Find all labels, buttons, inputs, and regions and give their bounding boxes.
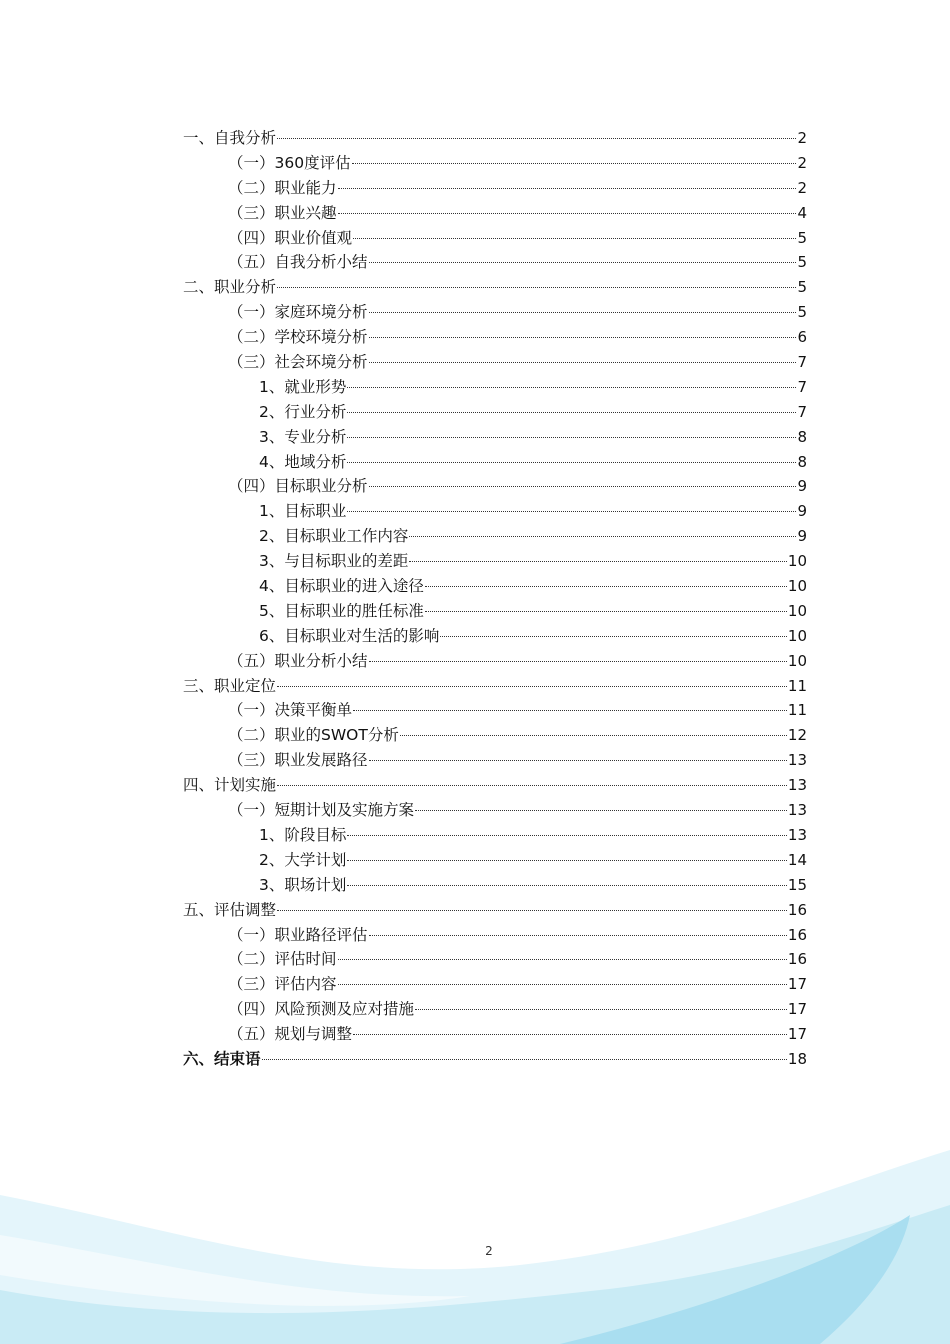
toc-entry-title: 2、大学计划 <box>259 850 347 869</box>
toc-entry-title: 三、职业定位 <box>183 676 277 695</box>
toc-entry-page: 14 <box>787 850 807 869</box>
toc-entry[interactable] <box>183 997 807 1022</box>
toc-entry-title: （二）评估时间 <box>228 950 337 969</box>
toc-entry-page: 5 <box>797 228 807 247</box>
toc-entry-title: （三）职业发展路径 <box>228 751 368 770</box>
toc-entry-title: 3、专业分析 <box>259 427 347 446</box>
toc-entry[interactable] <box>183 1022 807 1047</box>
toc-entry-title: 3、与目标职业的差距 <box>259 552 409 571</box>
toc-entry-title: 一、自我分析 <box>183 129 277 147</box>
toc-entry-page: 8 <box>797 452 807 471</box>
toc-dot-leader <box>400 734 787 736</box>
toc-entry-page: 10 <box>787 626 807 645</box>
toc-entry-page: 11 <box>787 701 807 720</box>
toc-entry-page: 5 <box>797 253 807 272</box>
toc-dot-leader <box>415 809 787 811</box>
toc-entry-title: 2、目标职业工作内容 <box>259 527 409 546</box>
toc-entry[interactable] <box>183 151 807 176</box>
toc-entry-page: 2 <box>797 178 807 197</box>
toc-entry-page: 10 <box>787 552 807 571</box>
toc-entry[interactable] <box>183 450 807 475</box>
toc-entry[interactable] <box>183 300 807 325</box>
toc-dot-leader <box>353 709 787 711</box>
toc-entry[interactable] <box>183 375 807 400</box>
toc-entry-page: 6 <box>797 328 807 347</box>
toc-dot-leader <box>369 759 787 761</box>
toc-entry-page: 9 <box>797 477 807 496</box>
toc-dot-leader <box>277 784 787 786</box>
toc-entry-page: 13 <box>787 801 807 820</box>
toc-entry[interactable] <box>183 823 807 848</box>
toc-entry-page: 10 <box>787 577 807 596</box>
toc-dot-leader <box>369 311 797 313</box>
toc-dot-leader <box>369 485 797 487</box>
toc-dot-leader <box>369 361 797 363</box>
toc-entry[interactable] <box>183 549 807 574</box>
toc-entry-title: （一）决策平衡单 <box>228 701 353 720</box>
toc-entry[interactable] <box>183 201 807 226</box>
toc-dot-leader <box>338 958 787 960</box>
toc-entry[interactable] <box>183 798 807 823</box>
toc-dot-leader <box>338 187 797 189</box>
toc-entry-page: 10 <box>787 601 807 620</box>
toc-entry[interactable] <box>183 947 807 972</box>
toc-entry[interactable] <box>183 499 807 524</box>
table-of-contents <box>183 126 807 1072</box>
toc-entry-title: （五）职业分析小结 <box>228 651 368 670</box>
toc-entry-title: （三）职业兴趣 <box>228 203 337 222</box>
toc-dot-leader <box>369 660 787 662</box>
toc-entry-page: 17 <box>787 975 807 994</box>
toc-entry-title: 6、目标职业对生活的影响 <box>259 626 440 645</box>
toc-entry[interactable] <box>183 176 807 201</box>
toc-entry-title: 1、就业形势 <box>259 377 347 396</box>
toc-entry-page: 7 <box>797 353 807 372</box>
toc-dot-leader <box>347 859 787 861</box>
toc-entry-title: （二）学校环境分析 <box>228 328 368 347</box>
toc-dot-leader <box>369 261 797 263</box>
toc-entry-page: 10 <box>787 651 807 670</box>
toc-entry-title: 4、目标职业的进入途径 <box>259 577 424 596</box>
toc-dot-leader <box>425 585 787 587</box>
toc-entry-title: 二、职业分析 <box>183 278 277 297</box>
toc-entry-page: 5 <box>797 303 807 322</box>
toc-entry[interactable] <box>183 923 807 948</box>
toc-entry[interactable] <box>183 972 807 997</box>
toc-entry-page: 17 <box>787 1000 807 1019</box>
toc-dot-leader <box>353 237 796 239</box>
toc-entry[interactable] <box>183 250 807 275</box>
toc-dot-leader <box>409 560 787 562</box>
toc-entry-page: 2 <box>797 129 807 147</box>
toc-dot-leader <box>440 635 787 637</box>
toc-dot-leader <box>338 983 787 985</box>
toc-entry-page: 9 <box>797 502 807 521</box>
toc-entry-page: 15 <box>787 875 807 894</box>
toc-dot-leader <box>347 411 796 413</box>
toc-entry-page: 2 <box>797 153 807 172</box>
toc-entry-title: 5、目标职业的胜任标准 <box>259 601 424 620</box>
toc-entry[interactable] <box>183 848 807 873</box>
toc-entry[interactable] <box>183 524 807 549</box>
toc-entry-page: 4 <box>797 203 807 222</box>
toc-dot-leader <box>277 137 796 139</box>
toc-entry[interactable] <box>183 226 807 251</box>
toc-entry-page: 18 <box>787 1049 807 1068</box>
toc-dot-leader <box>277 909 787 911</box>
toc-entry-title: （五）自我分析小结 <box>228 253 368 272</box>
toc-dot-leader <box>338 212 797 214</box>
toc-entry-page: 5 <box>797 278 807 297</box>
toc-dot-leader <box>277 685 787 687</box>
toc-dot-leader <box>347 461 796 463</box>
toc-entry[interactable] <box>183 898 807 923</box>
toc-entry-page: 7 <box>797 377 807 396</box>
toc-entry-title: （四）职业价值观 <box>228 228 353 247</box>
toc-entry-title: 2、行业分析 <box>259 402 347 421</box>
toc-entry-title: （四）风险预测及应对措施 <box>228 1000 415 1019</box>
toc-dot-leader <box>369 934 787 936</box>
toc-entry-page: 16 <box>787 925 807 944</box>
toc-entry-title: 六、结束语 <box>183 1049 261 1068</box>
toc-dot-leader <box>369 336 797 338</box>
toc-entry-page: 17 <box>787 1025 807 1044</box>
toc-dot-leader <box>347 510 796 512</box>
toc-entry[interactable] <box>183 474 807 499</box>
toc-entry-page: 13 <box>787 751 807 770</box>
toc-entry-page: 8 <box>797 427 807 446</box>
toc-entry-title: （一）360度评估 <box>228 153 351 172</box>
toc-entry-page: 9 <box>797 527 807 546</box>
toc-entry[interactable] <box>183 126 807 151</box>
toc-entry-title: （三）社会环境分析 <box>228 353 368 372</box>
toc-entry-title: （五）规划与调整 <box>228 1025 353 1044</box>
toc-entry[interactable] <box>183 773 807 798</box>
toc-entry-title: （三）评估内容 <box>228 975 337 994</box>
toc-dot-leader <box>352 162 797 164</box>
toc-entry[interactable] <box>183 350 807 375</box>
toc-entry[interactable] <box>183 425 807 450</box>
toc-dot-leader <box>347 884 787 886</box>
toc-entry-title: 1、阶段目标 <box>259 825 347 844</box>
toc-entry[interactable] <box>183 873 807 898</box>
toc-entry-page: 16 <box>787 950 807 969</box>
toc-entry[interactable] <box>183 574 807 599</box>
toc-dot-leader <box>353 1033 787 1035</box>
toc-entry[interactable] <box>183 275 807 300</box>
toc-entry-title: （二）职业能力 <box>228 178 337 197</box>
toc-entry-title: （二）职业的SWOT分析 <box>228 726 399 745</box>
toc-entry[interactable] <box>183 674 807 699</box>
toc-entry-page: 12 <box>787 726 807 745</box>
toc-dot-leader <box>409 535 796 537</box>
toc-dot-leader <box>347 386 796 388</box>
toc-entry-title: 五、评估调整 <box>183 900 277 919</box>
toc-dot-leader <box>347 436 796 438</box>
toc-entry-title: （一）短期计划及实施方案 <box>228 801 415 820</box>
toc-entry[interactable] <box>183 325 807 350</box>
toc-entry-page: 13 <box>787 825 807 844</box>
toc-entry-title: 四、计划实施 <box>183 776 277 795</box>
toc-entry-title: 3、职场计划 <box>259 875 347 894</box>
toc-entry[interactable] <box>183 599 807 624</box>
toc-entry[interactable] <box>183 649 807 674</box>
toc-entry[interactable] <box>183 748 807 773</box>
toc-entry[interactable] <box>183 400 807 425</box>
toc-dot-leader <box>425 610 787 612</box>
toc-entry-page: 7 <box>797 402 807 421</box>
toc-entry-page: 16 <box>787 900 807 919</box>
toc-dot-leader <box>277 286 796 288</box>
toc-entry[interactable] <box>183 723 807 748</box>
toc-entry-page: 13 <box>787 776 807 795</box>
toc-dot-leader <box>415 1008 787 1010</box>
toc-dot-leader <box>262 1058 787 1060</box>
toc-entry-title: （四）目标职业分析 <box>228 477 368 496</box>
page-number: 2 <box>485 1244 493 1258</box>
toc-entry-title: 1、目标职业 <box>259 502 347 521</box>
toc-entry[interactable] <box>183 698 807 723</box>
toc-entry[interactable] <box>183 624 807 649</box>
toc-entry-page: 11 <box>787 676 807 695</box>
toc-dot-leader <box>347 834 787 836</box>
toc-entry-title: （一）职业路径评估 <box>228 925 368 944</box>
toc-entry-title: 4、地域分析 <box>259 452 347 471</box>
toc-entry-title: （一）家庭环境分析 <box>228 303 368 322</box>
toc-entry[interactable] <box>183 1047 807 1072</box>
